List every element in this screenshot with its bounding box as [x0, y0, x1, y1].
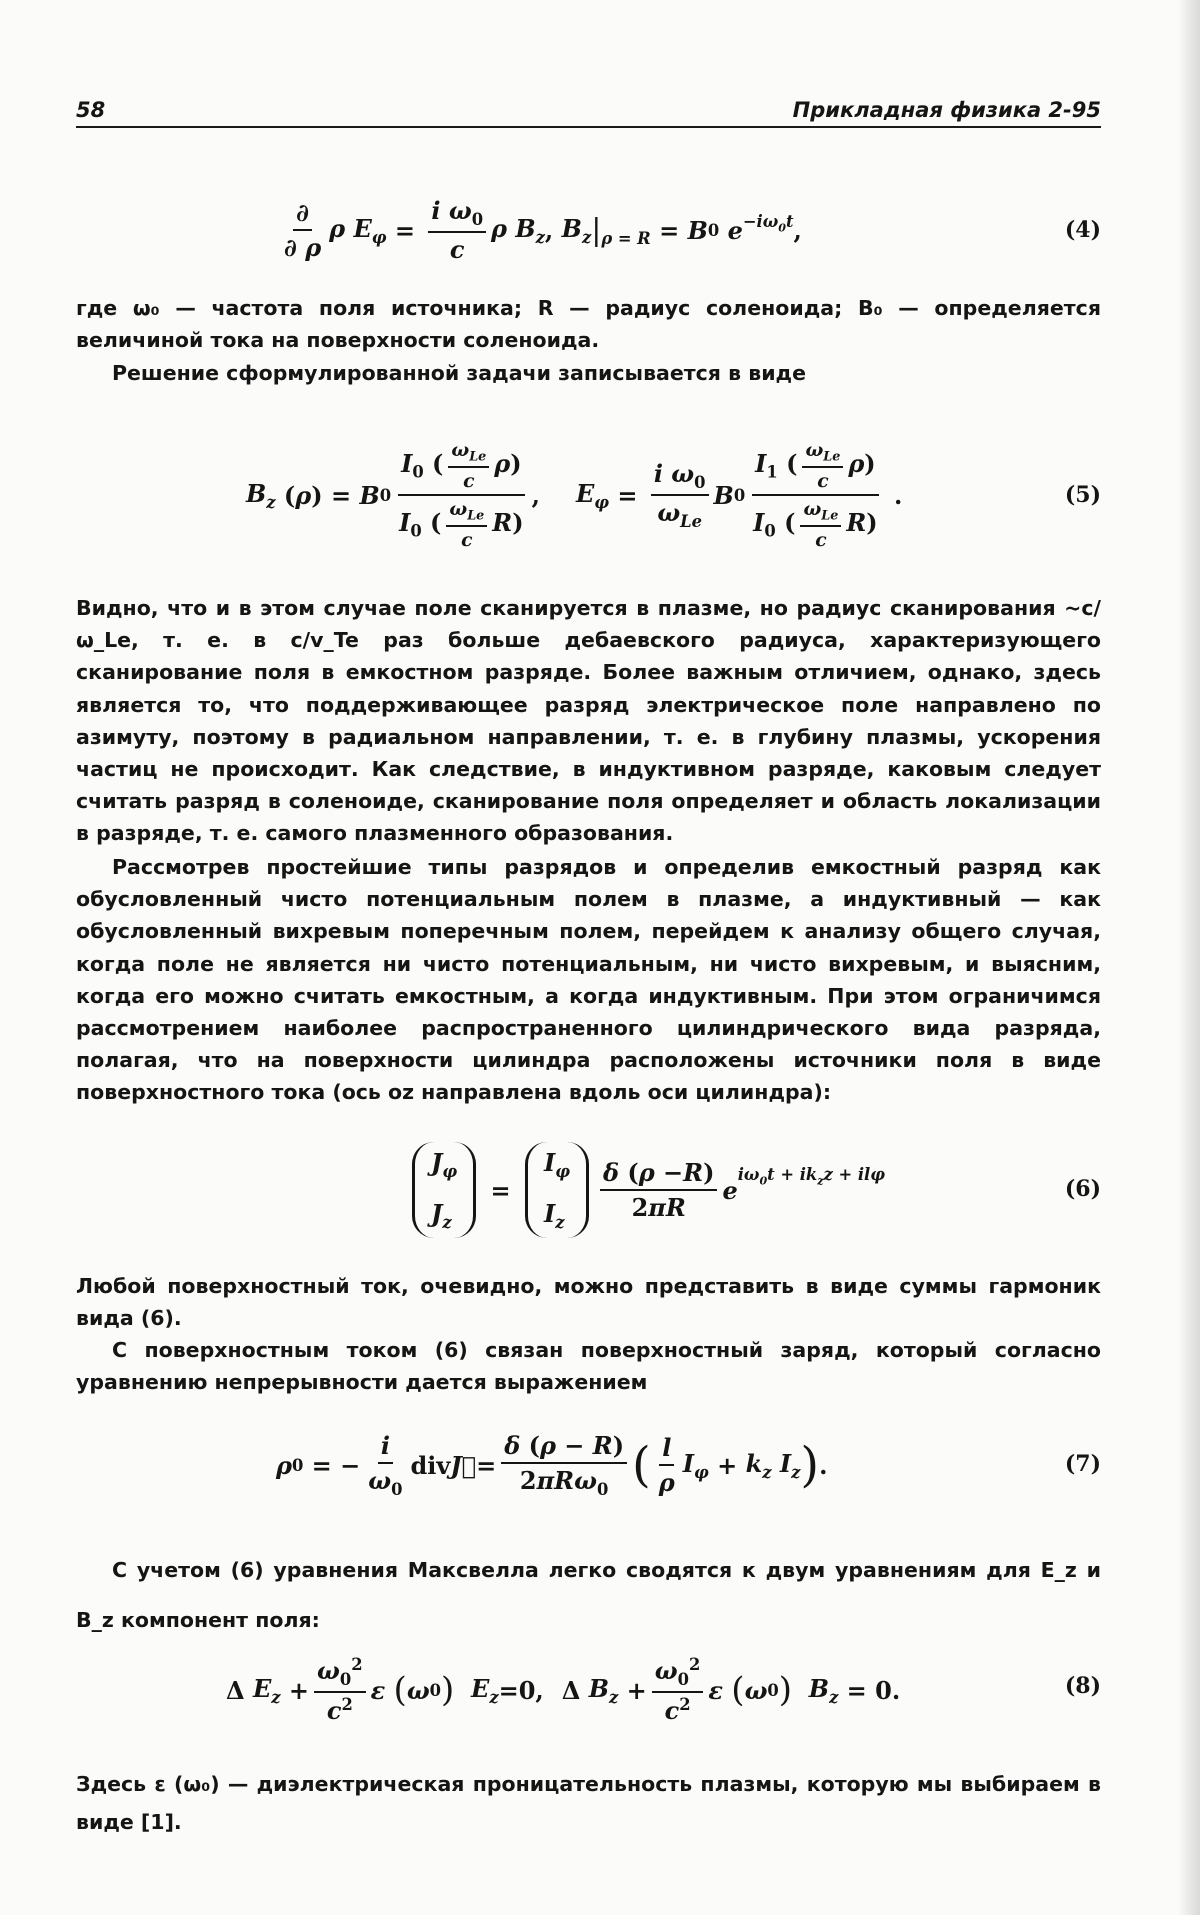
equation-6: $J_\varphi$ $J_z$ = $I_\varphi$ $I_z$ $\frac{\delta (\rho -R)}{2\pi R}$ e $^{i\omega_0 t + ik_z z + il\varphi}$ (6)	[76, 1130, 1101, 1250]
equation-8-number: (8)	[1064, 1673, 1101, 1699]
journal-title: Прикладная физика 2-95	[792, 98, 1101, 122]
equation-5: $B_z$ ( ρ ) = B 0 $I_0$ ( $\frac{\omega_{Le}}{c}$ ρ) $I_0$ ( $\frac{\omega_{Le}}{c}$ R) , $E_\varphi$ = $\frac{i \omega_0}{\omega_{Le}}$ B 0 $I_1$ ( $\frac{\omega_{Le}}{c}$ ρ) $I_0$ ( $\frac{\omega_{Le}}{c}$ R) . (5)	[246, 439, 1101, 551]
paragraph-8: Здесь ε (ω₀) — диэлектрическая проницательность плазмы, которую мы выбираем в виде [1].	[76, 1772, 1101, 1834]
running-header	[76, 96, 1101, 128]
paragraph-2: Решение сформулированной задачи записывается в виде	[112, 361, 807, 385]
equation-7-number: (7)	[1064, 1451, 1101, 1477]
equation-8: Δ $E_z$ + $\frac{\omega_0^2}{c^2}$ ε ( ω 0 ) $E_z$ =0, Δ $B_z$ + $\frac{\omega_0^2}{c^2}$ ε ( ω 0 ) $B_z$ = 0. (8)	[226, 1655, 1101, 1725]
page-edge-shadow	[1178, 0, 1200, 1915]
equation-7: ρ 0 = − $\frac{i}{\omega_0}$ div J⃗ = $\frac{\delta (\rho - R)}{2\pi R\omega_0}$ ( $\frac{l}{\rho}$ $I_\varphi$ + $k_z$ $I_z$ ) . (7)	[276, 1431, 1101, 1499]
paragraph-1: где ω₀ — частота поля источника; R — радиус соленоида; B₀ — определяется величиной тока на поверхности соленоида.	[76, 296, 1101, 353]
equation-4-number: (4)	[1064, 217, 1101, 243]
paragraph-5: Любой поверхностный ток, очевидно, можно представить в виде суммы гармоник вида (6).	[76, 1274, 1101, 1331]
equation-6-number: (6)	[1064, 1176, 1101, 1202]
partial-derivative: $\frac{\partial}{\partial \rho}$	[284, 198, 322, 262]
paragraph-7: С учетом (6) уравнения Максвелла легко сводятся к двум уравнениям для E_z и B_z компонент поля:	[76, 1558, 1101, 1632]
equation-5-number: (5)	[1064, 482, 1101, 508]
equation-4: $\frac{\partial}{\partial \rho}$ ρ $E_\varphi$ = $\frac{i \omega_0}{c}$ ρ $B_z$ , $B_z$ | $_{\rho = R}$ = B 0 e $^{-i\omega_0 t}$ , (4)	[76, 195, 1101, 265]
paragraph-6: С поверхностным током (6) связан поверхностный заряд, который согласно уравнению непрерывности дается выражением	[76, 1338, 1101, 1395]
paragraph-3: Видно, что и в этом случае поле сканируется в плазме, но радиус сканирования ~c/ω_Le, т. е. в c/v_Te раз больше дебаевского радиуса, характеризующего сканирование поля в емкостном разряде. Более важным отличием, однако, здесь является то, что поддерживающее разряд электрическое поле направлено по азимуту, поэтому в радиальном направлении, т. е. в глубину плазмы, ускорения частиц не происходит. Как следствие, в индуктивном разряде, каковым следует считать разряд в соленоиде, сканирование поля определяет и область локализации в разряде, т. е. самого плазменного образования.	[76, 596, 1101, 846]
paragraph-4: Рассмотрев простейшие типы разрядов и определив емкостный разряд как обусловленный чисто потенциальным полем в плазме, а индуктивный — как обусловленный вихревым поперечным полем, перейдем к анализу общего случая, когда поле не является ни чисто потенциальным, ни чисто вихревым, и выясним, когда его можно считать емкостным, а когда индуктивным. При этом ограничимся рассмотрением наиболее распространенного цилиндрического вида разряда, полагая, что на поверхности цилиндра расположены источники поля в виде поверхностного тока (ось oz направлена вдоль оси цилиндра):	[76, 855, 1101, 1105]
page-number: 58	[76, 98, 106, 122]
